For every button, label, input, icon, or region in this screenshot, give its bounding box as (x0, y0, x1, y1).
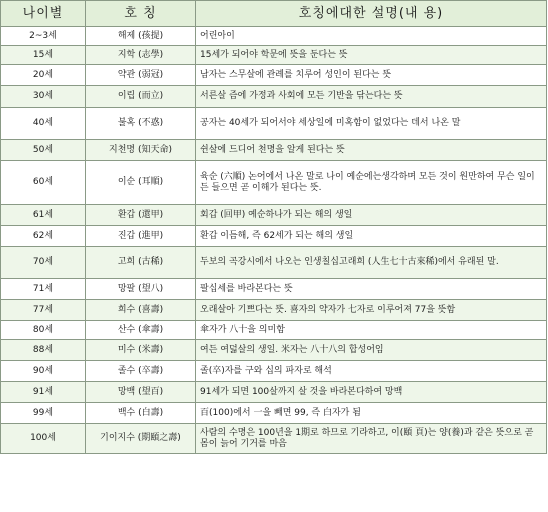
title-cell: 산수 (傘壽) (86, 321, 196, 340)
table-row (1, 361, 547, 382)
title-cell: 미수 (米壽) (86, 340, 196, 361)
age-cell: 60세 (1, 161, 86, 205)
table-row (1, 205, 547, 226)
title-cell: 이립 (而立) (86, 86, 196, 108)
table-row (1, 140, 547, 161)
title-cell: 희수 (喜壽) (86, 300, 196, 321)
age-cell: 77세 (1, 300, 86, 321)
table-row (1, 340, 547, 361)
age-cell: 90세 (1, 361, 86, 382)
description-cell: 두보의 곡강시에서 나오는 인생칠십고래희 (人生七十古來稀)에서 유래된 말. (196, 247, 547, 279)
table-header (1, 1, 547, 27)
title-cell: 망백 (望百) (86, 382, 196, 403)
table-body (1, 27, 547, 454)
table-row (1, 108, 547, 140)
description-cell: 사람의 수명은 100년을 1期로 하므로 기라하고, 이(頤 頁)는 양(養)과 같은 뜻으로 곧 몸이 늙어 기거를 마음 (196, 424, 547, 454)
header-title: 호 칭 (86, 1, 196, 27)
description-cell: 육순 (六順) 논어에서 나온 말로 나이 예순에는생각하며 모든 것이 원만하여 무슨 일이든 들으면 곧 이해가 된다는 뜻. (196, 161, 547, 205)
title-cell: 이순 (耳順) (86, 161, 196, 205)
table-row (1, 226, 547, 247)
table-row (1, 321, 547, 340)
description-cell: 회갑 (回甲) 예순하나가 되는 해의 생일 (196, 205, 547, 226)
description-cell: 91세가 되면 100살까지 살 것을 바라본다하여 망백 (196, 382, 547, 403)
table-row (1, 279, 547, 300)
age-cell: 99세 (1, 403, 86, 424)
table-row (1, 46, 547, 65)
title-cell: 불혹 (不惑) (86, 108, 196, 140)
table-row (1, 247, 547, 279)
header-description: 호칭에대한 설명(내 용) (196, 1, 547, 27)
description-cell: 어린아이 (196, 27, 547, 46)
description-cell: 오래살아 기쁘다는 뜻. 喜자의 약자가 七자로 이루어져 77을 뜻함 (196, 300, 547, 321)
age-cell: 80세 (1, 321, 86, 340)
age-cell: 100세 (1, 424, 86, 454)
table-row (1, 382, 547, 403)
age-cell: 62세 (1, 226, 86, 247)
title-cell: 지학 (志學) (86, 46, 196, 65)
description-cell: 쉰살에 드디어 천명을 알게 된다는 뜻 (196, 140, 547, 161)
title-cell: 지천명 (知天命) (86, 140, 196, 161)
header-age: 나이별 (1, 1, 86, 27)
age-cell: 2~3세 (1, 27, 86, 46)
description-cell: 남자는 스무살에 관례를 치루어 성인이 된다는 뜻 (196, 65, 547, 86)
description-cell: 15세가 되어야 학문에 뜻을 둔다는 뜻 (196, 46, 547, 65)
age-cell: 20세 (1, 65, 86, 86)
description-cell: 팔십세를 바라본다는 뜻 (196, 279, 547, 300)
age-cell: 15세 (1, 46, 86, 65)
table-row (1, 300, 547, 321)
title-cell: 해제 (孩提) (86, 27, 196, 46)
table-row (1, 86, 547, 108)
title-cell: 망팔 (望八) (86, 279, 196, 300)
age-cell: 50세 (1, 140, 86, 161)
table-row (1, 161, 547, 205)
table-row (1, 65, 547, 86)
description-cell: 百(100)에서 一을 빼면 99, 즉 白자가 됨 (196, 403, 547, 424)
title-cell: 졸수 (卒壽) (86, 361, 196, 382)
age-cell: 88세 (1, 340, 86, 361)
header-row (1, 1, 547, 27)
title-cell: 고희 (古稀) (86, 247, 196, 279)
title-cell: 백수 (白壽) (86, 403, 196, 424)
age-cell: 70세 (1, 247, 86, 279)
description-cell: 공자는 40세가 되어서야 세상일에 미혹함이 없었다는 데서 나온 말 (196, 108, 547, 140)
description-cell: 환갑 이듬해, 즉 62세가 되는 해의 생일 (196, 226, 547, 247)
table-row (1, 403, 547, 424)
title-cell: 진갑 (進甲) (86, 226, 196, 247)
age-cell: 91세 (1, 382, 86, 403)
table-row (1, 27, 547, 46)
title-cell: 환갑 (還甲) (86, 205, 196, 226)
title-cell: 약관 (弱冠) (86, 65, 196, 86)
age-cell: 61세 (1, 205, 86, 226)
age-cell: 71세 (1, 279, 86, 300)
description-cell: 여든 여덟살의 생일. 米자는 八十八의 합성어임 (196, 340, 547, 361)
description-cell: 서른살 즘에 가정과 사회에 모든 기반을 닦는다는 뜻 (196, 86, 547, 108)
table-row (1, 424, 547, 454)
description-cell: 傘자가 八十을 의미함 (196, 321, 547, 340)
description-cell: 졸(卒)자를 구와 십의 파자로 해석 (196, 361, 547, 382)
age-cell: 40세 (1, 108, 86, 140)
title-cell: 기이지수 (期頤之壽) (86, 424, 196, 454)
age-cell: 30세 (1, 86, 86, 108)
